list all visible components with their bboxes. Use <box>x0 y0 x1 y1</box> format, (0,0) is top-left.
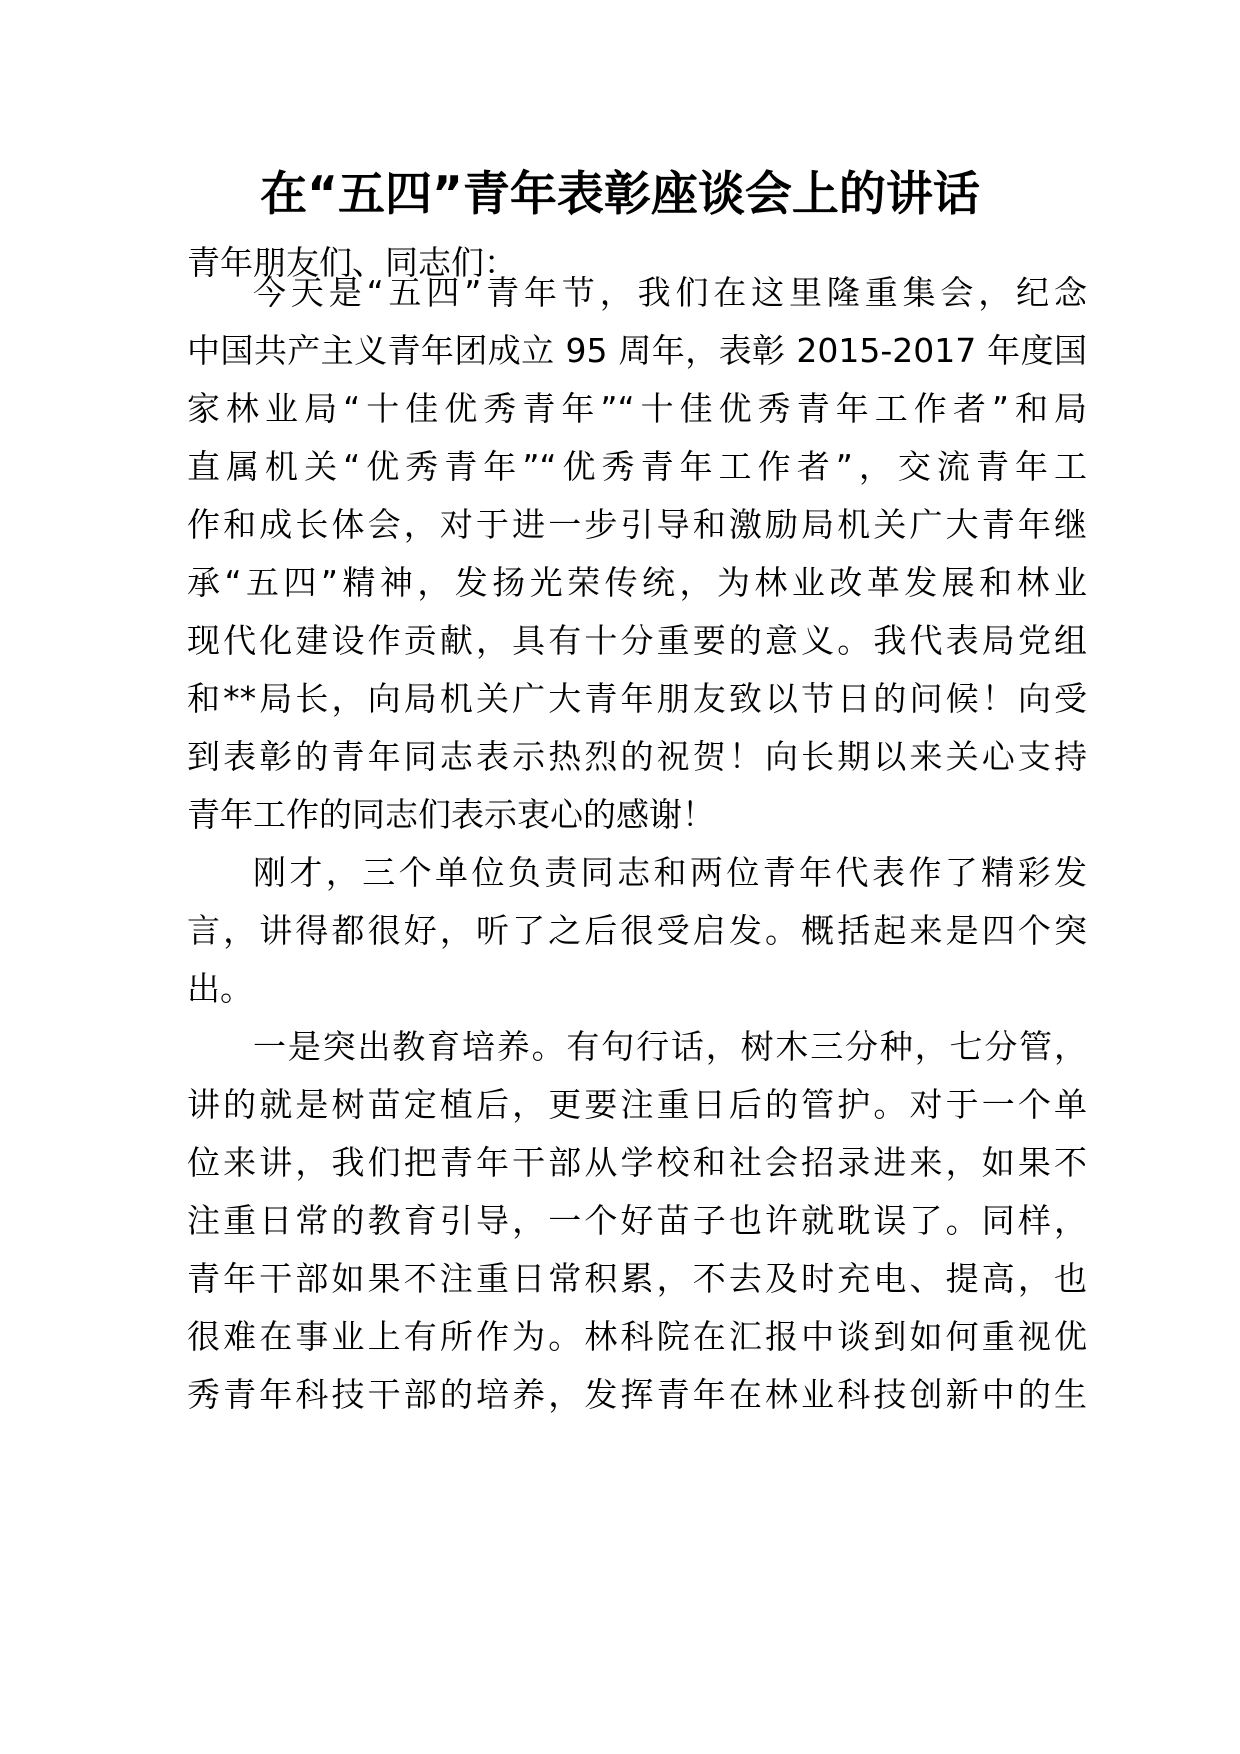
body-line: 直属机关“优秀青年”“优秀青年工作者”，交流青年工 <box>187 447 1087 486</box>
body-line: 注重日常的教育引导，一个好苗子也许就耽误了。同样， <box>187 1201 1087 1240</box>
body-line: 今天是“五四”青年节，我们在这里隆重集会，纪念 <box>253 273 1087 312</box>
body-line: 一是突出教育培养。有句行话，树木三分种，七分管， <box>253 1027 1087 1066</box>
body-line: 位来讲，我们把青年干部从学校和社会招录进来，如果不 <box>187 1143 1087 1182</box>
body-line: 家林业局“十佳优秀青年”“十佳优秀青年工作者”和局 <box>187 389 1087 428</box>
body-line: 和**局长，向局机关广大青年朋友致以节日的问候！向受 <box>187 679 1087 718</box>
body-line: 讲的就是树苗定植后，更要注重日后的管护。对于一个单 <box>187 1085 1087 1124</box>
body-line: 承“五四”精神，发扬光荣传统，为林业改革发展和林业 <box>187 563 1087 602</box>
salutation: 青年朋友们、同志们： <box>187 243 517 282</box>
body-line: 出。 <box>187 969 253 1008</box>
body-line: 刚才，三个单位负责同志和两位青年代表作了精彩发 <box>253 853 1087 892</box>
body-line: 青年工作的同志们表示衷心的感谢！ <box>187 795 715 834</box>
body-line: 秀青年科技干部的培养，发挥青年在林业科技创新中的生 <box>187 1375 1087 1414</box>
body-line: 青年干部如果不注重日常积累，不去及时充电、提高，也 <box>187 1259 1087 1298</box>
body-line: 中国共产主义青年团成立 95 周年，表彰 2015-2017 年度国 <box>187 331 1087 370</box>
body-line: 言，讲得都很好，听了之后很受启发。概括起来是四个突 <box>187 911 1087 950</box>
body-line: 很难在事业上有所作为。林科院在汇报中谈到如何重视优 <box>187 1317 1087 1356</box>
document-title: 在“五四”青年表彰座谈会上的讲话 <box>260 167 980 222</box>
body-line: 作和成长体会，对于进一步引导和激励局机关广大青年继 <box>187 505 1087 544</box>
body-line: 现代化建设作贡献，具有十分重要的意义。我代表局党组 <box>187 621 1087 660</box>
body-line: 到表彰的青年同志表示热烈的祝贺！向长期以来关心支持 <box>187 737 1087 776</box>
